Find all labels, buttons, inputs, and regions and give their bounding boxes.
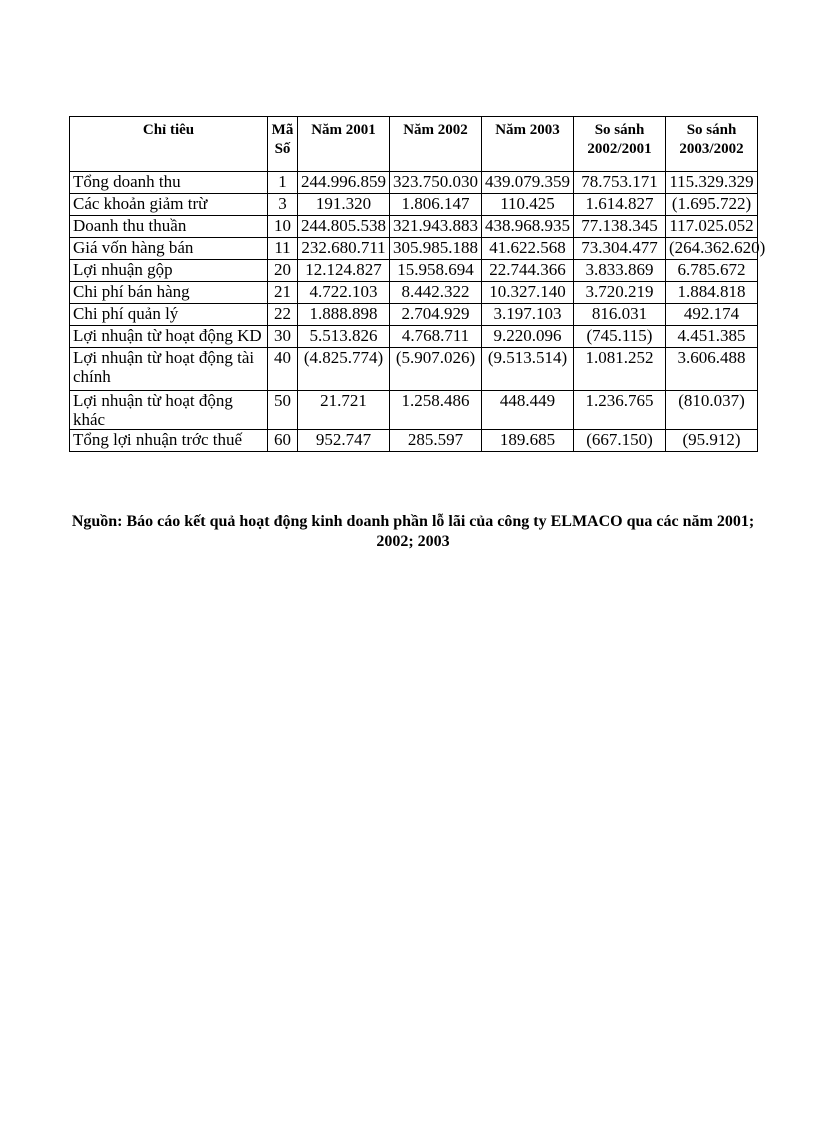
compare-2003-2002: 4.451.385 (666, 326, 758, 348)
row-label: Chi phí bán hàng (70, 282, 268, 304)
value-2002: 15.958.694 (390, 260, 482, 282)
value-2002: 1.806.147 (390, 194, 482, 216)
value-2001: (4.825.774) (298, 348, 390, 391)
value-2002: (5.907.026) (390, 348, 482, 391)
compare-2002-2001: 1.614.827 (574, 194, 666, 216)
table-row (70, 260, 758, 282)
value-2001: 1.888.898 (298, 304, 390, 326)
row-label: Tổng lợi nhuận trớc thuế (70, 430, 268, 452)
row-label: Các khoản giảm trừ (70, 194, 268, 216)
value-2001: 244.805.538 (298, 216, 390, 238)
value-2002: 285.597 (390, 430, 482, 452)
value-2001: 244.996.859 (298, 172, 390, 194)
compare-2003-2002: 492.174 (666, 304, 758, 326)
row-label: Lợi nhuận gộp (70, 260, 268, 282)
row-code: 30 (268, 326, 298, 348)
value-2002: 323.750.030 (390, 172, 482, 194)
value-2001: 232.680.711 (298, 238, 390, 260)
table-row (70, 172, 758, 194)
row-label: Lợi nhuận từ hoạt động KD (70, 326, 268, 348)
row-label: Chi phí quản lý (70, 304, 268, 326)
row-code: 21 (268, 282, 298, 304)
value-2003: 189.685 (482, 430, 574, 452)
value-2001: 12.124.827 (298, 260, 390, 282)
row-code: 11 (268, 238, 298, 260)
value-2002: 1.258.486 (390, 391, 482, 430)
value-2002: 305.985.188 (390, 238, 482, 260)
row-code: 22 (268, 304, 298, 326)
compare-2002-2001: 1.236.765 (574, 391, 666, 430)
compare-2002-2001: (667.150) (574, 430, 666, 452)
value-2003: 22.744.366 (482, 260, 574, 282)
row-label: Doanh thu thuần (70, 216, 268, 238)
compare-2003-2002: 3.606.488 (666, 348, 758, 391)
row-code: 50 (268, 391, 298, 430)
row-code: 3 (268, 194, 298, 216)
value-2001: 4.722.103 (298, 282, 390, 304)
compare-2002-2001: 73.304.477 (574, 238, 666, 260)
compare-2002-2001: 3.833.869 (574, 260, 666, 282)
row-code: 10 (268, 216, 298, 238)
row-code: 1 (268, 172, 298, 194)
table-row (70, 326, 758, 348)
row-code: 40 (268, 348, 298, 391)
table-row (70, 391, 758, 430)
value-2002: 8.442.322 (390, 282, 482, 304)
table-row (70, 216, 758, 238)
financial-table (69, 116, 766, 452)
compare-2002-2001: (745.115) (574, 326, 666, 348)
header-cell-so-sanh-2003-2002: So sánh 2003/2002 (666, 117, 758, 172)
header-cell-so-sanh-2002-2001: So sánh 2002/2001 (574, 117, 666, 172)
header-cell-chi-tieu: Chỉ tiêu (70, 117, 268, 172)
compare-2003-2002: (264.362.620) (666, 238, 758, 260)
table-header-row (70, 117, 758, 172)
value-2003: 41.622.568 (482, 238, 574, 260)
value-2001: 5.513.826 (298, 326, 390, 348)
row-label: Tổng doanh thu (70, 172, 268, 194)
table-row (70, 282, 758, 304)
header-cell-nam-2003: Năm 2003 (482, 117, 574, 172)
value-2003: 439.079.359 (482, 172, 574, 194)
row-label: Lợi nhuận từ hoạt động khác (70, 391, 268, 430)
row-label: Lợi nhuận từ hoạt động tài chính (70, 348, 268, 391)
table-row (70, 430, 758, 452)
compare-2003-2002: (1.695.722) (666, 194, 758, 216)
value-2001: 191.320 (298, 194, 390, 216)
table-row (70, 238, 758, 260)
table-row (70, 304, 758, 326)
value-2003: 3.197.103 (482, 304, 574, 326)
compare-2003-2002: 6.785.672 (666, 260, 758, 282)
compare-2003-2002: (810.037) (666, 391, 758, 430)
compare-2003-2002: 115.329.329 (666, 172, 758, 194)
compare-2003-2002: 117.025.052 (666, 216, 758, 238)
value-2003: 438.968.935 (482, 216, 574, 238)
value-2003: 448.449 (482, 391, 574, 430)
row-code: 60 (268, 430, 298, 452)
compare-2002-2001: 816.031 (574, 304, 666, 326)
compare-2002-2001: 78.753.171 (574, 172, 666, 194)
row-label: Giá vốn hàng bán (70, 238, 268, 260)
value-2002: 4.768.711 (390, 326, 482, 348)
source-note: Nguồn: Báo cáo kết quả hoạt động kinh doanh phần lỗ lãi của công ty ELMACO qua các năm 2001; 2002; 2003 (71, 513, 755, 550)
table-row (70, 348, 758, 391)
header-cell-nam-2002: Năm 2002 (390, 117, 482, 172)
value-2002: 2.704.929 (390, 304, 482, 326)
header-cell-ma-so: Mã Số (268, 117, 298, 172)
compare-2003-2002: 1.884.818 (666, 282, 758, 304)
value-2001: 21.721 (298, 391, 390, 430)
value-2003: (9.513.514) (482, 348, 574, 391)
value-2001: 952.747 (298, 430, 390, 452)
value-2003: 9.220.096 (482, 326, 574, 348)
value-2003: 110.425 (482, 194, 574, 216)
value-2002: 321.943.883 (390, 216, 482, 238)
compare-2002-2001: 3.720.219 (574, 282, 666, 304)
table-row (70, 194, 758, 216)
value-2003: 10.327.140 (482, 282, 574, 304)
compare-2002-2001: 1.081.252 (574, 348, 666, 391)
row-code: 20 (268, 260, 298, 282)
financial-table-container (69, 116, 766, 452)
compare-2002-2001: 77.138.345 (574, 216, 666, 238)
compare-2003-2002: (95.912) (666, 430, 758, 452)
header-cell-nam-2001: Năm 2001 (298, 117, 390, 172)
